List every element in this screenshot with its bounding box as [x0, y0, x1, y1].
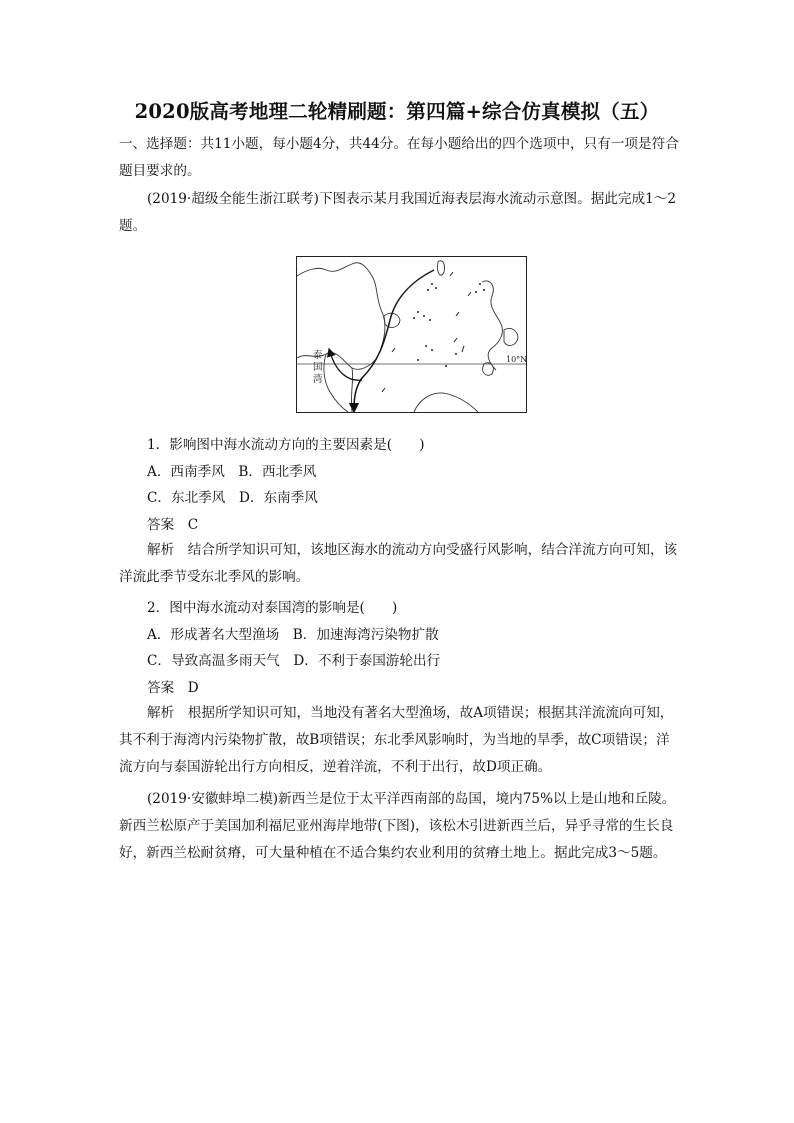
- question-intro-1: (2019·超级全能生浙江联考)下图表示某月我国近海表层海水流动示意图。据此完成1～2题。: [119, 191, 677, 234]
- question-intro-2: (2019·安徽蚌埠二模)新西兰是位于太平洋西南部的岛国，境内75%以上是山地和丘陵。新西兰松原产于美国加利福尼亚州海岸地带(下图)，该松木引进新西兰后，异乎寻常的生长良好，新西兰松耐贫瘠，可大量种植在不适合集约农业利用的贫瘠土地上。据此完成3～5题。: [119, 791, 676, 861]
- q1-answer: 答案 C: [147, 517, 199, 533]
- q1-stem: 1．影响图中海水流动方向的主要因素是( ): [147, 437, 425, 453]
- gulf-label-2: 国: [313, 362, 323, 373]
- q2-stem: 2．图中海水流动对泰国湾的影响是( ): [147, 600, 398, 616]
- section-header: 一、选择题：共11小题，每小题4分，共44分。在每小题给出的四个选项中，只有一项是符合题目要求的。: [119, 136, 679, 179]
- map-frame: [297, 257, 527, 413]
- q1-analysis: 解析 结合所学知识可知，该地区海水的流动方向受盛行风影响，结合洋流方向可知，该洋流此季节受东北季风的影响。: [119, 542, 678, 585]
- q2-analysis: 解析 根据所学知识可知，当地没有著名大型渔场，故A项错误；根据其洋流流向可知，其不利于海湾内污染物扩散，故B项错误；东北季风影响时，为当地的旱季，故C项错误；洋流方向与泰国游轮出行方向相反，逆着洋流，不利于出行，故D项正确。: [119, 705, 674, 775]
- q2-options-cd: C．导致高温多雨天气 D．不利于泰国游轮出行: [147, 653, 441, 669]
- ocean-current-map: [296, 256, 527, 413]
- latitude-label: 10°N: [506, 355, 527, 364]
- gulf-label-1: 泰: [313, 350, 323, 361]
- gulf-label-3: 湾: [313, 374, 323, 385]
- page-title: 2020版高考地理二轮精刷题：第四篇+综合仿真模拟（五）: [134, 100, 660, 123]
- q1-options-cd: C．东北季风 D．东南季风: [147, 490, 318, 506]
- q1-options-ab: A．西南季风 B．西北季风: [147, 464, 317, 480]
- q2-answer: 答案 D: [147, 680, 199, 696]
- q2-options-ab: A．形成著名大型渔场 B．加速海湾污染物扩散: [147, 627, 439, 643]
